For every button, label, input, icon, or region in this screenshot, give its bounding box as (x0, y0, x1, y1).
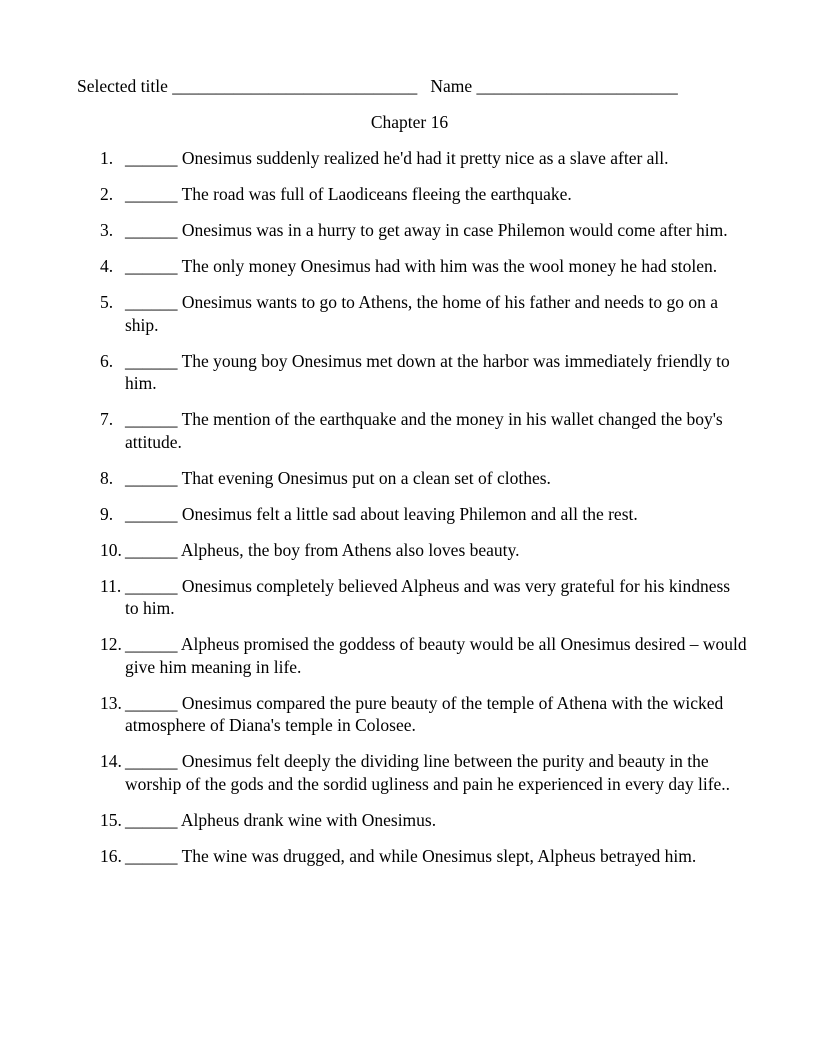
question-text: Alpheus promised the goddess of beauty would be all Onesimus desired – would give him meaning in life. (125, 634, 747, 677)
question-item (0, 291, 817, 336)
question-text: Onesimus compared the pure beauty of the temple of Athena with the wicked atmosphere of Diana's temple in Colosee. (125, 692, 724, 735)
question-text: Onesimus wants to go to Athens, the home of his father and needs to go on a ship. (125, 292, 718, 335)
question-item (0, 692, 817, 737)
question-text: Onesimus suddenly realized he'd had it pretty nice as a slave after all. (181, 148, 669, 168)
question-number: 2. (100, 184, 114, 204)
question-item (0, 809, 817, 832)
answer-blank: ______ (125, 184, 178, 204)
question-list (0, 147, 817, 881)
question-number: 5. (100, 292, 114, 312)
question-item (0, 350, 817, 395)
question-text: Alpheus, the boy from Athens also loves beauty. (180, 539, 520, 560)
header-line (77, 75, 678, 97)
question-item (0, 539, 817, 562)
question-number: 4. (100, 256, 114, 276)
title-blank: ____________________________ (172, 76, 418, 96)
title-label: Selected title (77, 76, 168, 96)
answer-blank: ______ (125, 467, 178, 488)
question-number: 11. (100, 575, 122, 596)
question-item (0, 255, 817, 278)
answer-blank: ______ (125, 809, 178, 830)
question-item (0, 183, 817, 206)
question-number: 8. (100, 467, 114, 488)
answer-blank: ______ (125, 256, 178, 276)
question-number: 13. (100, 692, 122, 713)
question-item (0, 633, 817, 678)
question-text: The young boy Onesimus met down at the harbor was immediately friendly to him. (125, 350, 730, 393)
question-text: Onesimus was in a hurry to get away in case Philemon would come after him. (181, 220, 728, 240)
name-blank: _______________________ (476, 76, 678, 96)
question-item (0, 147, 817, 170)
question-text: The only money Onesimus had with him was the wool money he had stolen. (181, 256, 718, 276)
question-number: 16. (100, 845, 122, 866)
question-text: The road was full of Laodiceans fleeing the earthquake. (181, 184, 572, 204)
answer-blank: ______ (125, 503, 178, 524)
question-number: 7. (100, 409, 114, 429)
question-text: Alpheus drank wine with Onesimus. (180, 809, 437, 830)
question-item (0, 503, 817, 526)
question-number: 1. (100, 148, 114, 168)
question-text: Onesimus completely believed Alpheus and was very grateful for his kindness to him. (125, 575, 731, 618)
answer-blank: ______ (125, 292, 178, 312)
answer-blank: ______ (125, 634, 178, 654)
question-item (0, 467, 817, 490)
question-text: The mention of the earthquake and the money in his wallet changed the boy's attitude. (125, 409, 723, 452)
question-number: 3. (100, 220, 114, 240)
answer-blank: ______ (125, 350, 178, 371)
answer-blank: ______ (125, 148, 178, 168)
chapter-title: Chapter 16 (370, 112, 449, 132)
answer-blank: ______ (125, 539, 178, 560)
question-item (0, 750, 817, 795)
question-number: 14. (100, 751, 122, 771)
name-label: Name (430, 76, 473, 96)
question-item (0, 845, 817, 868)
answer-blank: ______ (125, 692, 178, 713)
question-number: 12. (100, 634, 122, 654)
question-number: 15. (100, 809, 122, 830)
answer-blank: ______ (125, 751, 178, 771)
question-text: The wine was drugged, and while Onesimus slept, Alpheus betrayed him. (181, 845, 697, 866)
answer-blank: ______ (125, 409, 178, 429)
question-number: 9. (100, 503, 114, 524)
question-number: 10. (100, 539, 122, 560)
answer-blank: ______ (125, 845, 178, 866)
question-item (0, 219, 817, 242)
question-item (0, 575, 817, 620)
question-text: Onesimus felt deeply the dividing line between the purity and beauty in the worship of the gods and the sordid ugliness and pain he experienced in every day life.. (125, 751, 731, 794)
question-number: 6. (100, 350, 114, 371)
answer-blank: ______ (125, 575, 178, 596)
question-item (0, 408, 817, 453)
question-text: That evening Onesimus put on a clean set of clothes. (181, 467, 551, 488)
answer-blank: ______ (125, 220, 178, 240)
question-text: Onesimus felt a little sad about leaving Philemon and all the rest. (181, 503, 638, 524)
